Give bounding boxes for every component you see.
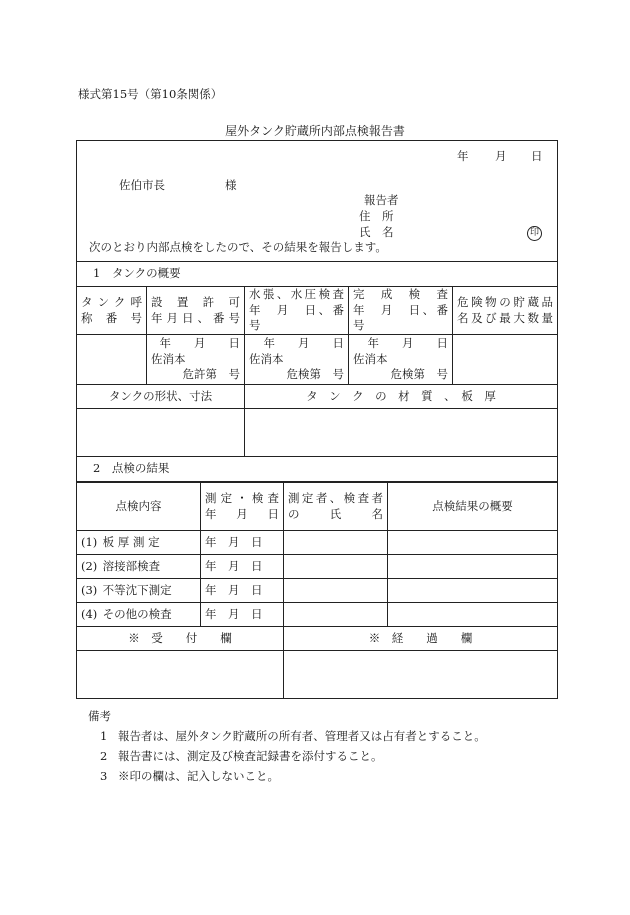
form-title: 屋外タンク貯蔵所内部点検報告書 xyxy=(225,124,405,138)
completion-value: 年 月 日 佐消本 危検第 号 xyxy=(349,335,453,385)
row-summary xyxy=(388,531,558,555)
col-date: 測定・検査 年 月 日 xyxy=(201,483,284,531)
material-label: タ ン ク の 材 質 、 板 厚 xyxy=(245,385,558,409)
notes-heading: 備考 xyxy=(88,709,111,723)
statement: 次のとおり内部点検をしたので、その結果を報告します。 xyxy=(89,240,387,254)
report-form xyxy=(76,140,558,482)
date-day: 日 xyxy=(531,149,543,163)
section1-title: 1 タンクの概要 xyxy=(77,262,558,287)
progress-label: ※ 経 過 欄 xyxy=(284,627,558,651)
reception-area xyxy=(77,651,284,699)
col-tank-name: タンク呼 称 番 号 xyxy=(77,287,147,335)
row-date: 年 月 日 xyxy=(201,531,284,555)
form-number: 様式第15号（第10条関係） xyxy=(78,87,223,101)
col-inspector: 測定者、検査者 の 氏 名 xyxy=(284,483,388,531)
row-inspector xyxy=(284,579,388,603)
row-label: 溶接部検査 xyxy=(102,558,161,573)
shape-value xyxy=(77,409,245,457)
name-label: 氏 名 xyxy=(359,225,394,239)
reporter-label: 報告者 xyxy=(364,193,399,207)
progress-area xyxy=(284,651,558,699)
row-inspector xyxy=(284,555,388,579)
row-summary xyxy=(388,603,558,627)
water-test-value: 年 月 日 佐消本 危検第 号 xyxy=(245,335,349,385)
row-summary xyxy=(388,579,558,603)
header-block xyxy=(77,141,558,262)
shape-label: タンクの形状、寸法 xyxy=(77,385,245,409)
date-month: 月 xyxy=(495,149,507,163)
tank-name-value xyxy=(77,335,147,385)
section2-title: 2 点検の結果 xyxy=(77,457,558,482)
seal-mark: 印 xyxy=(527,226,542,241)
row-inspector xyxy=(284,603,388,627)
row-date: 年 月 日 xyxy=(201,579,284,603)
material-value xyxy=(245,409,558,457)
col-permit: 設 置 許 可 年月日、番号 xyxy=(147,287,245,335)
row-label: その他の検査 xyxy=(102,606,172,621)
row-date: 年 月 日 xyxy=(201,555,284,579)
date-year: 年 xyxy=(457,149,469,163)
col-water-test: 水張、水圧検査 年 月 日、番 号 xyxy=(245,287,349,335)
table-row: (4) その他の検査 年 月 日 xyxy=(77,603,558,627)
col-hazardous: 危険物の貯蔵品 名及び最大数量 xyxy=(453,287,558,335)
address-label: 住 所 xyxy=(359,209,394,223)
note-item: 1 報告者は、屋外タンク貯蔵所の所有者、管理者又は占有者とすること。 xyxy=(100,729,486,743)
reception-label: ※ 受 付 欄 xyxy=(77,627,284,651)
notes xyxy=(88,706,486,786)
honorific: 様 xyxy=(225,178,237,192)
note-item: 3 ※印の欄は、記入しないこと。 xyxy=(100,769,279,783)
table-row: (1) 板 厚 測 定 年 月 日 xyxy=(77,531,558,555)
row-summary xyxy=(388,555,558,579)
row-label: 不等沈下測定 xyxy=(102,582,172,597)
note-item: 2 報告書には、測定及び検査記録書を添付すること。 xyxy=(100,749,383,763)
col-completion: 完 成 検 査 年 月 日、番 号 xyxy=(349,287,453,335)
col-item: 点検内容 xyxy=(77,483,201,531)
col-summary: 点検結果の概要 xyxy=(388,483,558,531)
table-row: (2) 溶接部検査 年 月 日 xyxy=(77,555,558,579)
table-row: (3) 不等沈下測定 年 月 日 xyxy=(77,579,558,603)
addressee: 佐伯市長 xyxy=(119,178,165,192)
permit-value: 年 月 日 佐消本 危許第 号 xyxy=(147,335,245,385)
row-date: 年 月 日 xyxy=(201,603,284,627)
row-label: 板 厚 測 定 xyxy=(102,534,160,549)
hazardous-value xyxy=(453,335,558,385)
inspection-results xyxy=(76,482,558,699)
row-inspector xyxy=(284,531,388,555)
